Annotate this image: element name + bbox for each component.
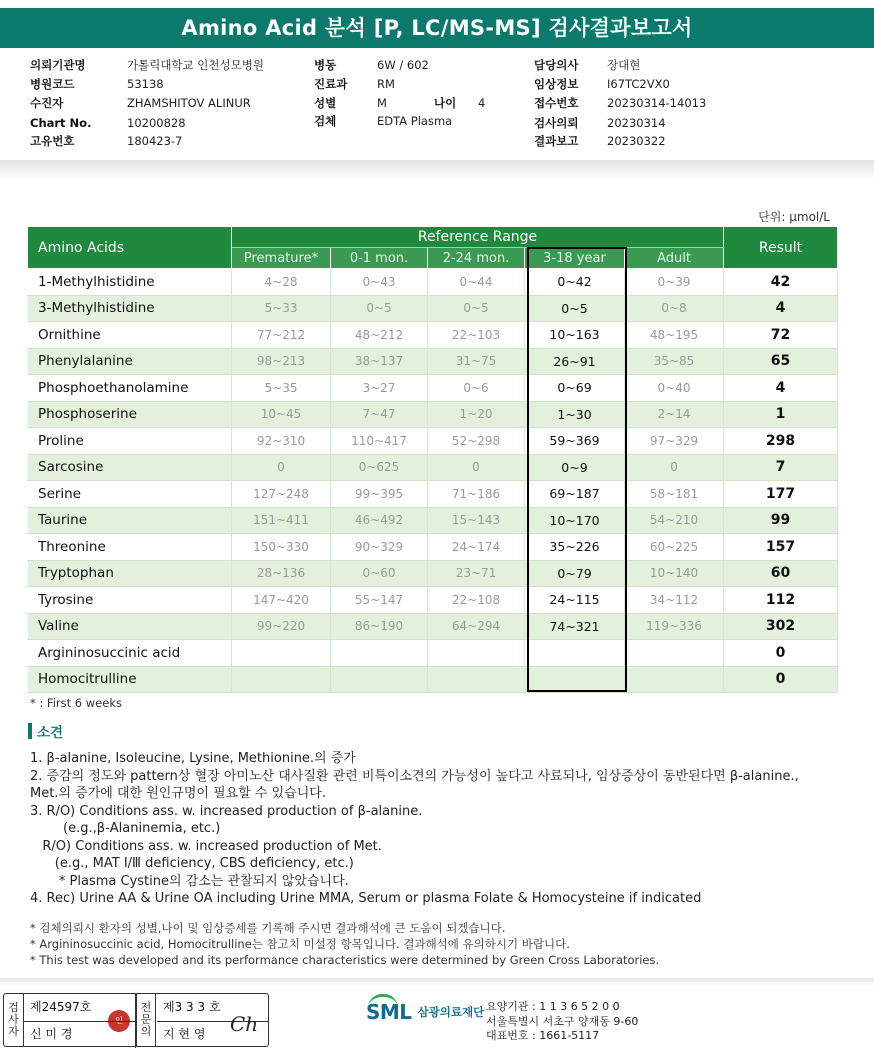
row-line: [24, 1021, 136, 1022]
amino-acid-name: Proline: [28, 428, 232, 455]
result-value: 0: [724, 640, 838, 667]
table-row: [28, 587, 838, 614]
range-adult: 2~14: [625, 401, 724, 428]
meta-row: [534, 94, 754, 112]
meta-value: 20230322: [607, 134, 666, 148]
meta-value: M: [377, 96, 387, 110]
amino-acid-name: Threonine: [28, 534, 232, 561]
header-adult: Adult: [625, 248, 724, 269]
findings-heading: [28, 722, 63, 740]
range-adult: 0: [625, 454, 724, 481]
result-value: 177: [724, 481, 838, 508]
header-3-18-year: 3-18 year: [525, 248, 625, 269]
v-char: 전: [140, 1001, 152, 1014]
table-row: [28, 481, 838, 508]
result-value: 1: [724, 401, 838, 428]
meta-label: 의뢰기관명: [30, 58, 86, 72]
amino-acid-name: Taurine: [28, 507, 232, 534]
range-2-24-mon: [428, 640, 525, 667]
meta-value: RM: [377, 77, 395, 91]
range-3-18-year: 0~42: [525, 269, 625, 296]
amino-acid-name: Phenylalanine: [28, 348, 232, 375]
examiner-name: 신 미 경: [24, 1021, 136, 1048]
meta-label: 고유번호: [30, 134, 75, 148]
meta-row: [534, 132, 754, 150]
range-premature: 99~220: [232, 613, 331, 640]
range-premature: 4~28: [232, 269, 331, 296]
meta-label: 결과보고: [534, 134, 579, 148]
range-premature: 150~330: [232, 534, 331, 561]
range-premature: 10~45: [232, 401, 331, 428]
report-notes: [30, 920, 659, 968]
range-adult: 48~195: [625, 322, 724, 349]
table-row: [28, 428, 838, 455]
range-3-18-year: 35~226: [525, 534, 625, 561]
range-2-24-mon: 0~6: [428, 375, 525, 402]
result-value: 0: [724, 666, 838, 693]
range-2-24-mon: 0~44: [428, 269, 525, 296]
range-2-24-mon: 71~186: [428, 481, 525, 508]
finding-line: (e.g.,β-Alaninemia, etc.): [30, 821, 221, 836]
range-3-18-year: 10~163: [525, 322, 625, 349]
examiner-license-no: 제24597호: [24, 994, 136, 1021]
amino-acid-name: 3-Methylhistidine: [28, 295, 232, 322]
range-3-18-year: 0~9: [525, 454, 625, 481]
heading-bar: [28, 723, 32, 739]
findings-text: [30, 750, 850, 908]
org-line: 대표번호 : 1661-5117: [486, 1029, 600, 1042]
range-0-1-mon: 7~47: [331, 401, 428, 428]
range-adult: 10~140: [625, 560, 724, 587]
range-3-18-year: 10~170: [525, 507, 625, 534]
meta-value: I67TC2VX0: [607, 77, 670, 91]
range-0-1-mon: 0~5: [331, 295, 428, 322]
meta-row: [314, 75, 514, 93]
result-value: 72: [724, 322, 838, 349]
range-3-18-year: 24~115: [525, 587, 625, 614]
finding-line: 4. Rec) Urine AA & Urine OA including Urine MMA, Serum or plasma Folate & Homocysteine if indicated: [30, 891, 702, 906]
meta-label: 검사의뢰: [534, 116, 579, 130]
range-0-1-mon: 0~60: [331, 560, 428, 587]
meta-label: 임상정보: [534, 77, 579, 91]
finding-line: R/O) Conditions ass. w. increased production of Met.: [30, 838, 382, 854]
meta-row: [534, 75, 754, 93]
range-2-24-mon: 22~108: [428, 587, 525, 614]
range-premature: 151~411: [232, 507, 331, 534]
range-2-24-mon: 15~143: [428, 507, 525, 534]
range-3-18-year: 26~91: [525, 348, 625, 375]
range-premature: 5~33: [232, 295, 331, 322]
finding-line: 2. 증감의 정도와 pattern상 혈장 아미노산 대사질환 관련 비특이소견의 가능성이 높다고 사료되나, 임상증상이 동반된다면 β-alanine.,: [30, 768, 799, 784]
meta-value: ZHAMSHITOV ALINUR: [127, 96, 251, 110]
note-line: * This test was developed and its performance characteristics were determined by Green Cross Laboratories.: [30, 953, 660, 967]
table-row: [28, 507, 838, 534]
range-0-1-mon: 90~329: [331, 534, 428, 561]
unit-label: 단위: μmol/L: [758, 210, 830, 224]
range-0-1-mon: 0~43: [331, 269, 428, 296]
amino-acid-name: Serine: [28, 481, 232, 508]
range-adult: 58~181: [625, 481, 724, 508]
meta-row: [534, 114, 754, 132]
range-3-18-year: 0~79: [525, 560, 625, 587]
range-3-18-year: 0~5: [525, 295, 625, 322]
range-adult: 0~8: [625, 295, 724, 322]
meta-label: 수진자: [30, 96, 64, 110]
meta-row: [314, 94, 514, 112]
range-3-18-year: 1~30: [525, 401, 625, 428]
range-3-18-year: 74~321: [525, 613, 625, 640]
result-value: 99: [724, 507, 838, 534]
range-adult: [625, 666, 724, 693]
range-3-18-year: [525, 666, 625, 693]
note-line: * 검체의뢰시 환자의 성별,나이 및 임상증세를 기록해 주시면 결과해석에 큰 도움이 되겠습니다.: [30, 921, 506, 935]
result-value: 65: [724, 348, 838, 375]
logo-arc-icon: [368, 994, 398, 1008]
note-line: * Argininosuccinic acid, Homocitrulline는 참고치 미설정 항목입니다. 결과해석에 유의하시기 바랍니다.: [30, 937, 570, 951]
range-0-1-mon: 99~395: [331, 481, 428, 508]
report-title: Amino Acid 분석 [P, LC/MS-MS] 검사결과보고서: [0, 8, 874, 48]
logo-name: 삼광의료재단: [417, 1005, 485, 1019]
age-label: 나이: [434, 96, 457, 110]
finding-line: Met.의 증가에 대한 원인규명이 필요할 수 있습니다.: [30, 786, 326, 801]
range-adult: 0~40: [625, 375, 724, 402]
result-value: 112: [724, 587, 838, 614]
result-value: 298: [724, 428, 838, 455]
header-amino-acids: Amino Acids: [28, 227, 232, 269]
range-0-1-mon: 48~212: [331, 322, 428, 349]
amino-acid-name: Phosphoethanolamine: [28, 375, 232, 402]
finding-line: * Plasma Cystine의 감소는 관찰되지 않았습니다.: [30, 873, 349, 889]
meta-label: 접수번호: [534, 96, 579, 110]
org-line: 요양기관 : 1 1 3 6 5 2 0 0: [486, 1000, 620, 1013]
amino-acid-name: Ornithine: [28, 322, 232, 349]
logo-mark: SML: [366, 1000, 412, 1024]
finding-line: 1. β-alanine, Isoleucine, Lysine, Methionine.의 증가: [30, 751, 356, 766]
range-2-24-mon: 64~294: [428, 613, 525, 640]
range-3-18-year: 59~369: [525, 428, 625, 455]
range-0-1-mon: 3~27: [331, 375, 428, 402]
meta-value: 10200828: [127, 116, 186, 130]
meta-row: [314, 112, 514, 130]
range-adult: 119~336: [625, 613, 724, 640]
table-row: [28, 401, 838, 428]
result-value: 302: [724, 613, 838, 640]
range-adult: 0~39: [625, 269, 724, 296]
amino-acid-name: Homocitrulline: [28, 666, 232, 693]
range-2-24-mon: 23~71: [428, 560, 525, 587]
examiner-vertical-label: [4, 994, 24, 1046]
meta-value: 6W / 602: [377, 58, 429, 72]
org-line: 서울특별시 서초구 양재동 9-60: [486, 1014, 639, 1028]
age-value: 4: [478, 96, 486, 110]
range-2-24-mon: 52~298: [428, 428, 525, 455]
header-reference-range: Reference Range: [232, 227, 724, 248]
meta-value: 180423-7: [127, 134, 183, 148]
amino-acid-name: Argininosuccinic acid: [28, 640, 232, 667]
range-adult: 97~329: [625, 428, 724, 455]
range-2-24-mon: 1~20: [428, 401, 525, 428]
amino-acid-name: Tryptophan: [28, 560, 232, 587]
v-char: 사: [8, 1013, 19, 1026]
table-row: [28, 666, 838, 693]
sml-logo: [366, 1000, 484, 1024]
range-0-1-mon: [331, 640, 428, 667]
v-char: 의: [140, 1025, 152, 1038]
range-premature: 5~35: [232, 375, 331, 402]
finding-line: (e.g., MAT Ⅰ/Ⅲ deficiency, CBS deficiency, etc.): [30, 856, 354, 871]
table-row: [28, 375, 838, 402]
range-premature: 127~248: [232, 481, 331, 508]
specialist-vertical-label: [136, 994, 156, 1046]
range-2-24-mon: 31~75: [428, 348, 525, 375]
meta-row: [30, 94, 280, 112]
range-premature: 28~136: [232, 560, 331, 587]
meta-label: 진료과: [314, 77, 348, 91]
header-result: Result: [724, 227, 838, 269]
range-2-24-mon: 0: [428, 454, 525, 481]
table-row: [28, 295, 838, 322]
table-row: [28, 534, 838, 561]
range-2-24-mon: 22~103: [428, 322, 525, 349]
range-premature: 77~212: [232, 322, 331, 349]
range-premature: 147~420: [232, 587, 331, 614]
meta-value: 장대현: [607, 58, 641, 72]
range-adult: 54~210: [625, 507, 724, 534]
range-3-18-year: 69~187: [525, 481, 625, 508]
meta-label: 검체: [314, 114, 337, 128]
range-3-18-year: [525, 640, 625, 667]
result-value: 60: [724, 560, 838, 587]
range-0-1-mon: 110~417: [331, 428, 428, 455]
range-0-1-mon: 55~147: [331, 587, 428, 614]
footnote: * : First 6 weeks: [30, 696, 122, 710]
range-0-1-mon: 46~492: [331, 507, 428, 534]
patient-info: [0, 56, 874, 156]
table-row: [28, 560, 838, 587]
meta-value: 20230314: [607, 116, 666, 130]
range-0-1-mon: 38~137: [331, 348, 428, 375]
table-row: [28, 322, 838, 349]
amino-acid-name: Phosphoserine: [28, 401, 232, 428]
signature-box: [3, 993, 269, 1047]
amino-acid-name: Sarcosine: [28, 454, 232, 481]
meta-value: EDTA Plasma: [377, 114, 453, 128]
result-value: 4: [724, 375, 838, 402]
v-char: 검: [8, 1001, 19, 1014]
range-premature: [232, 640, 331, 667]
range-3-18-year: 0~69: [525, 375, 625, 402]
v-char: 문: [140, 1013, 152, 1026]
range-premature: 0: [232, 454, 331, 481]
meta-label: 성별: [314, 96, 337, 110]
range-adult: 35~85: [625, 348, 724, 375]
meta-value: 20230314-14013: [607, 96, 707, 110]
range-0-1-mon: 86~190: [331, 613, 428, 640]
meta-label: 담당의사: [534, 58, 579, 72]
handwritten-signature: Ch: [230, 1012, 259, 1036]
meta-row: [30, 56, 280, 74]
meta-row: [314, 56, 514, 74]
range-adult: 34~112: [625, 587, 724, 614]
finding-line: 3. R/O) Conditions ass. w. increased production of β-alanine.: [30, 803, 423, 819]
amino-acid-table: [27, 226, 838, 693]
meta-row: [30, 132, 280, 150]
meta-value: 가톨릭대학교 인천성모병원: [127, 58, 264, 72]
specialist-license-no: 제3 3 3 호: [163, 1000, 221, 1014]
bottom-divider: [0, 978, 874, 986]
amino-acid-name: Tyrosine: [28, 587, 232, 614]
range-0-1-mon: [331, 666, 428, 693]
specialist-name: 지 현 영: [163, 1027, 206, 1041]
meta-label: 병동: [314, 58, 337, 72]
result-value: 157: [724, 534, 838, 561]
table-row: [28, 348, 838, 375]
organization-info: [486, 1000, 638, 1044]
table-row: [28, 640, 838, 667]
header-2-24-mon: 2-24 mon.: [428, 248, 525, 269]
range-adult: 60~225: [625, 534, 724, 561]
meta-row: [534, 56, 754, 74]
meta-row: [30, 75, 280, 93]
meta-row: [30, 114, 280, 132]
meta-label: Chart No.: [30, 116, 92, 130]
v-char: 자: [8, 1025, 19, 1038]
result-value: 4: [724, 295, 838, 322]
header-0-1-mon: 0-1 mon.: [331, 248, 428, 269]
range-2-24-mon: 24~174: [428, 534, 525, 561]
meta-value: 53138: [127, 77, 164, 91]
section-divider: [0, 160, 874, 180]
range-premature: [232, 666, 331, 693]
range-2-24-mon: 0~5: [428, 295, 525, 322]
result-value: 42: [724, 269, 838, 296]
result-value: 7: [724, 454, 838, 481]
header-premature: Premature*: [232, 248, 331, 269]
range-0-1-mon: 0~625: [331, 454, 428, 481]
table-row: [28, 269, 838, 296]
range-premature: 92~310: [232, 428, 331, 455]
table-row: [28, 454, 838, 481]
findings-title: 소견: [37, 725, 64, 741]
table-row: [28, 613, 838, 640]
meta-label: 병원코드: [30, 77, 75, 91]
amino-acid-name: Valine: [28, 613, 232, 640]
range-adult: [625, 640, 724, 667]
amino-acid-name: 1-Methylhistidine: [28, 269, 232, 296]
range-premature: 98~213: [232, 348, 331, 375]
range-2-24-mon: [428, 666, 525, 693]
